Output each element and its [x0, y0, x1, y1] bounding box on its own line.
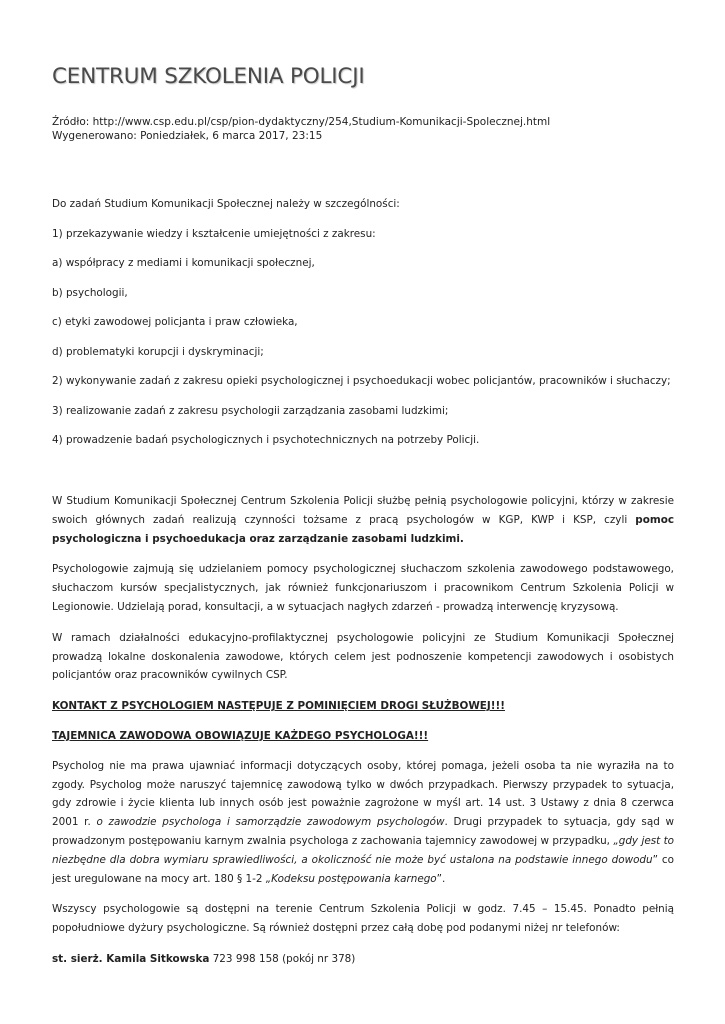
document-meta	[52, 115, 550, 143]
list-item: b) psychologii,	[52, 286, 128, 299]
paragraph-psychologists-role: W Studium Komunikacji Społecznej Centrum Szkolenia Policji służbę pełnią psychologowie policyjni, którzy w zakresie swoich głównych zadań realizują czynności tożsame z pracą psychologów w KGP, KWP i KSP, czyli pomoc psychologiczna i psychoedukacja oraz zarządzanie zasobami ludzkimi.	[52, 495, 674, 545]
contact-name: st. sierż. Kamila Sitkowska	[52, 952, 210, 965]
paragraph-education: W ramach działalności edukacyjno-profilaktycznej psychologowie policyjni ze Studium Komunikacji Społecznej prowadzą lokalne doskonalenia zawodowe, których celem jest podnoszenie kompetencji zawodowych i osobistych policjantów oraz pracowników cywilnych CSP.	[52, 631, 674, 682]
contact-heading: KONTAKT Z PSYCHOLOGIEM NASTĘPUJE Z POMINIĘCIEM DROGI SŁUŻBOWEJ!!!	[52, 700, 505, 713]
list-item: 2) wykonywanie zadań z zakresu opieki psychologicznej i psychoedukacji wobec policjantów, pracowników i słuchaczy;	[52, 375, 671, 387]
paragraph-confidentiality: Psycholog nie ma prawa ujawniać informacji dotyczących osoby, której pomaga, jeżeli osoba ta nie wyraziła na to zgody. Psycholog może naruszyć tajemnicę zawodową tylko w dwóch przypadkach. Pierwszy przypadek to sytuacja, gdy zdrowie i życie klienta lub innych osób jest poważnie zagrożone w myśl art. 14 ust. 3 Ustawy z dnia 8 czerwca 2001 r. o zawodzie psychologa i samorządzie zawodowym psychologów. Drugi przypadek to sytuacja, gdy sąd w prowadzonym postępowaniu karnym zwalnia psychologa z zachowania tajemnicy zawodowej w przypadku, „gdy jest to niezbędne dla dobra wymiaru sprawiedliwości, a okoliczność nie może być ustalona na podstawie innego dowodu” co jest uregulowane na mocy art. 180 § 1-2 „Kodeksu postępowania karnego”.	[52, 759, 675, 885]
page-title: CENTRUM SZKOLENIA POLICJI	[52, 64, 365, 89]
paragraph-help-scope: Psychologowie zajmują się udzielaniem pomocy psychologicznej słuchaczom szkolenia zawodowego podstawowego, słuchaczom kursów specjalistycznych, jak również funkcjonariuszom i pracownikom Centrum Szkolenia Policji w Legionowie. Udzielają porad, konsultacji, a w sytuacjach nagłych zdarzeń - prowadzą interwencję kryzysową.	[52, 563, 674, 613]
contact-person	[52, 950, 674, 969]
tasks-intro: Do zadań Studium Komunikacji Społecznej należy w szczególności:	[52, 198, 400, 210]
generated-date: Wygenerowano: Poniedziałek, 6 marca 2017, 23:15	[52, 130, 323, 142]
contact-phone: 723 998 158 (pokój nr 378)	[209, 952, 356, 965]
tasks-section	[52, 197, 676, 463]
list-item: d) problematyki korupcji i dyskryminacji;	[52, 345, 264, 358]
list-item: 1) przekazywanie wiedzy i kształcenie umiejętności z zakresu:	[52, 227, 376, 240]
content-body	[52, 492, 674, 981]
paragraph-availability: Wszyscy psychologowie są dostępni na terenie Centrum Szkolenia Policji w godz. 7.45 – 15.45. Ponadto pełnią popołudniowe dyżury psychologiczne. Są również dostępni przez całą dobę pod podanymi niżej nr telefonów:	[52, 903, 674, 935]
list-item: 4) prowadzenie badań psychologicznych i psychotechnicznych na potrzeby Policji.	[52, 434, 480, 446]
source-url: Źródło: http://www.csp.edu.pl/csp/pion-dydaktyczny/254,Studium-Komunikacji-Spolecznej.html	[52, 116, 551, 128]
confidentiality-heading: TAJEMNICA ZAWODOWA OBOWIĄZUJE KAŻDEGO PSYCHOLOGA!!!	[52, 729, 429, 742]
list-item: a) współpracy z mediami i komunikacji społecznej,	[52, 257, 315, 269]
list-item: 3) realizowanie zadań z zakresu psychologii zarządzania zasobami ludzkimi;	[52, 404, 449, 417]
list-item: c) etyki zawodowej policjanta i praw człowieka,	[52, 316, 298, 328]
